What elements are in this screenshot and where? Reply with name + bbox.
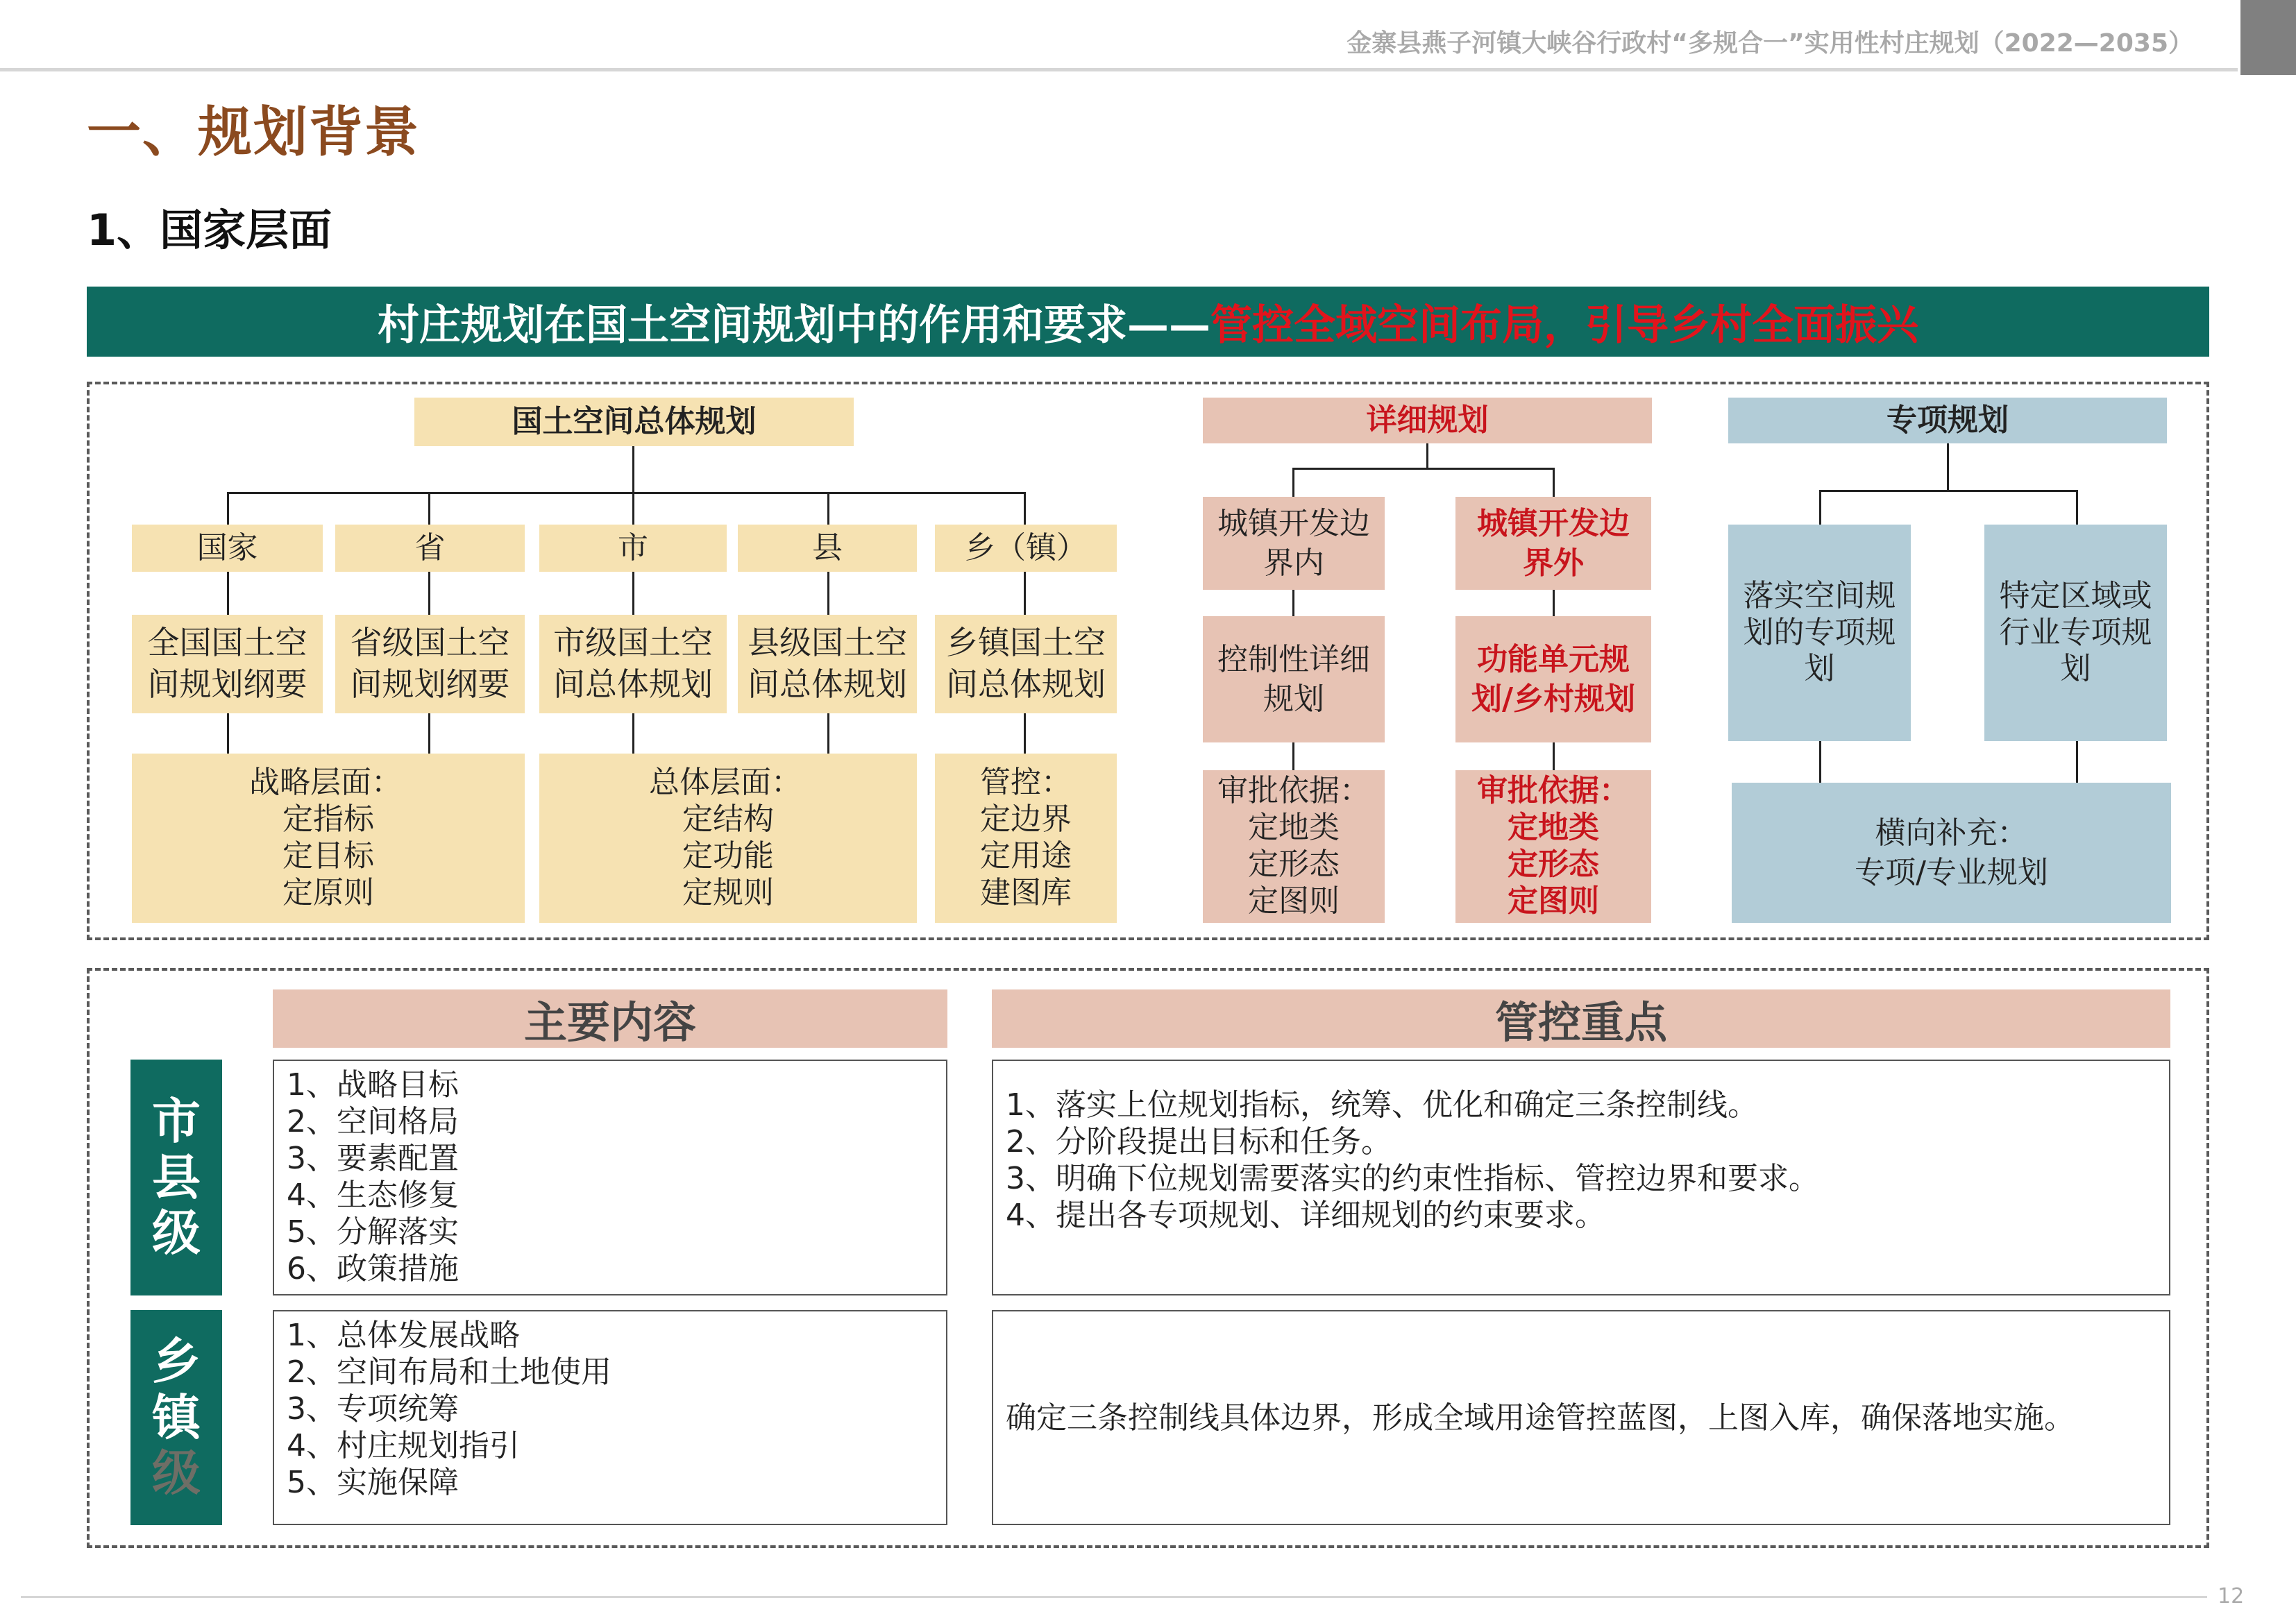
- list-item: 5、实施保障: [287, 1465, 459, 1500]
- connector: [428, 572, 430, 615]
- plan-province: 省级国土空 间规划纲要: [335, 615, 525, 713]
- connector: [227, 492, 229, 525]
- horizontal-supplement: 横向补充： 专项/专业规划: [1732, 783, 2171, 923]
- list-item: 4、提出各专项规划、详细规划的约束要求。: [1006, 1198, 1605, 1233]
- plan-township: 乡镇国土空 间总体规划: [935, 615, 1117, 713]
- connector: [827, 492, 829, 525]
- role-overall: 总体层面： 定结构 定功能 定规则: [539, 754, 917, 923]
- connector: [1024, 572, 1026, 615]
- special-plan-header: 专项规划: [1728, 398, 2167, 443]
- outside-urban-boundary: 城镇开发边 界外: [1455, 497, 1651, 590]
- area-industry-special-plan: 特定区域或 行业专项规 划: [1984, 525, 2167, 741]
- banner-main-text: 村庄规划在国土空间规划中的作用和要求——: [378, 300, 1210, 350]
- connector: [1947, 443, 1949, 491]
- role-control: 管控： 定边界 定用途 建图库: [935, 754, 1117, 923]
- plan-county: 县级国土空 间总体规划: [738, 615, 917, 713]
- city-county-control: [992, 1060, 2170, 1295]
- connector: [1024, 713, 1026, 754]
- plan-city: 市级国土空 间总体规划: [539, 615, 727, 713]
- list-item: 1、战略目标: [287, 1067, 459, 1103]
- overall-plan-header: 国土空间总体规划: [414, 398, 854, 446]
- level-city-county: 市 县 级: [130, 1060, 222, 1295]
- subsection-title: 1、国家层面: [87, 205, 332, 255]
- list-item: 6、政策措施: [287, 1251, 459, 1286]
- level-province: 省: [335, 525, 525, 572]
- connector: [1292, 468, 1554, 470]
- list-item: 确定三条控制线具体边界，形成全域用途管控蓝图，上图入库，确保落地实施。: [1006, 1400, 2075, 1436]
- plan-national: 全国国土空 间规划纲要: [132, 615, 323, 713]
- list-item: 2、分阶段提出目标和任务。: [1006, 1124, 1392, 1159]
- list-item: 3、专项统筹: [287, 1391, 459, 1427]
- township-content: [273, 1310, 947, 1525]
- connector: [227, 713, 229, 754]
- connector: [227, 572, 229, 615]
- spatial-special-plan: 落实空间规 划的专项规 划: [1728, 525, 1911, 741]
- list-item: 1、落实上位规划指标，统筹、优化和确定三条控制线。: [1006, 1087, 1758, 1123]
- control-focus-header: 管控重点: [992, 989, 2170, 1048]
- level-township: 乡（镇）: [935, 525, 1117, 572]
- regulatory-detailed-plan: 控制性详细 规划: [1203, 616, 1385, 742]
- list-item: 5、分解落实: [287, 1214, 459, 1250]
- level-national: 国家: [132, 525, 323, 572]
- functional-unit-village-plan: 功能单元规 划/乡村规划: [1455, 616, 1651, 742]
- approval-basis-right: 审批依据： 定地类 定形态 定图则: [1455, 770, 1651, 923]
- footer-rule: [21, 1596, 2207, 1598]
- list-item: 2、空间布局和土地使用: [287, 1354, 611, 1390]
- township-control: [992, 1310, 2170, 1525]
- connector: [1024, 492, 1026, 525]
- connector: [632, 572, 634, 615]
- section-title: 一、规划背景: [87, 101, 421, 164]
- main-content-header: 主要内容: [273, 989, 947, 1048]
- city-county-content: [273, 1060, 947, 1295]
- connector: [1292, 468, 1294, 497]
- connector: [632, 713, 634, 754]
- connector: [1292, 590, 1294, 616]
- connector: [1819, 741, 1821, 783]
- connector: [1819, 490, 2077, 492]
- detailed-plan-header: 详细规划: [1203, 398, 1652, 443]
- connector: [2076, 490, 2078, 525]
- list-item: 4、生态修复: [287, 1178, 459, 1213]
- level-township: 乡 镇 级: [130, 1310, 222, 1525]
- corner-block: [2240, 0, 2296, 75]
- connector: [1426, 443, 1428, 469]
- connector: [1553, 742, 1555, 770]
- level-county: 县: [738, 525, 917, 572]
- connector: [2076, 741, 2078, 783]
- connector: [632, 446, 634, 493]
- connector: [1292, 742, 1294, 770]
- list-item: 2、空间格局: [287, 1104, 459, 1139]
- list-item: 3、明确下位规划需要落实的约束性指标、管控边界和要求。: [1006, 1161, 1819, 1196]
- connector: [827, 572, 829, 615]
- header-rule: [0, 68, 2238, 71]
- list-item: 1、总体发展战略: [287, 1318, 520, 1353]
- connector: [1819, 490, 1821, 525]
- theme-banner: [87, 287, 2209, 357]
- document-title: 金寨县燕子河镇大峡谷行政村“多规合一”实用性村庄规划（2022—2035）: [1347, 29, 2193, 58]
- connector: [428, 492, 430, 525]
- approval-basis-left: 审批依据： 定地类 定形态 定图则: [1203, 770, 1385, 923]
- connector: [632, 492, 634, 525]
- list-item: 4、村庄规划指引: [287, 1428, 520, 1463]
- connector: [1553, 590, 1555, 616]
- connector: [827, 713, 829, 754]
- level-city: 市: [539, 525, 727, 572]
- role-strategic: 战略层面： 定指标 定目标 定原则: [132, 754, 525, 923]
- page-number: 12: [2218, 1584, 2245, 1608]
- connector: [428, 713, 430, 754]
- banner-highlight-text: 管控全域空间布局，引导乡村全面振兴: [1210, 300, 1918, 350]
- connector: [227, 492, 1025, 494]
- list-item: 3、要素配置: [287, 1141, 459, 1176]
- within-urban-boundary: 城镇开发边 界内: [1203, 497, 1385, 590]
- connector: [1553, 468, 1555, 497]
